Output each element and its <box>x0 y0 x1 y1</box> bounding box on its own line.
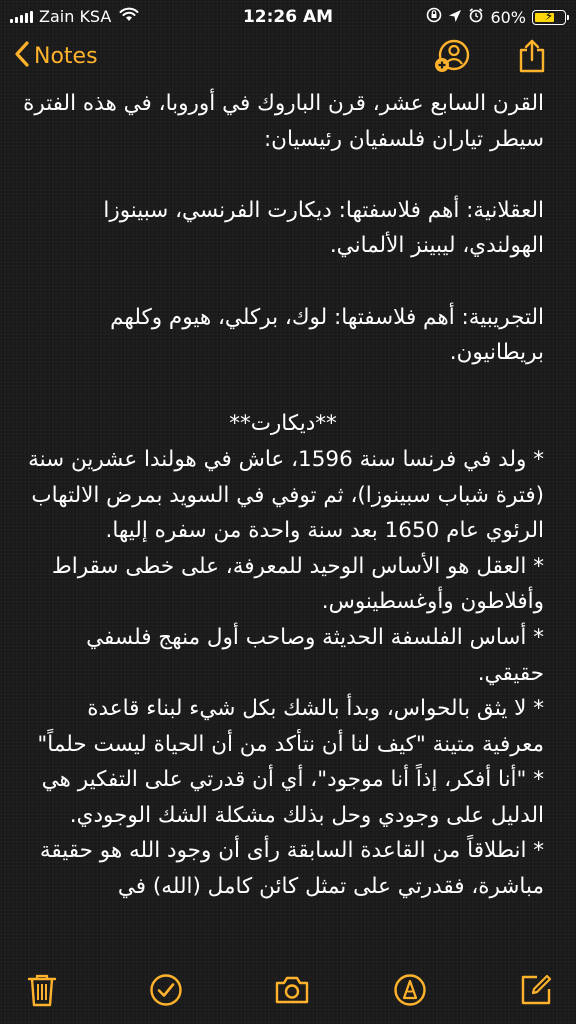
add-person-button[interactable] <box>432 38 472 78</box>
note-paragraph: * انطلاقاً من القاعدة السابقة رأى أن وجود الله هو حقيقة مباشرة، فقدرتي على تمثل كائن كامل (الله) في <box>32 838 544 900</box>
note-paragraph: * لا يثق بالحواس، وبدأ بالشك بكل شيء لبناء قاعدة معرفية متينة "كيف لنا أن نتأكد من أن الحياة ليست حلماً" <box>37 696 544 757</box>
status-right <box>426 7 566 27</box>
chevron-left-icon <box>14 40 30 72</box>
battery-charging-icon: ⚡ <box>532 10 566 25</box>
nav-actions <box>432 38 552 78</box>
back-button-label: Notes <box>34 43 98 69</box>
note-text-area[interactable] <box>16 86 544 960</box>
status-bar <box>0 0 576 36</box>
checklist-icon <box>149 973 183 1011</box>
carrier-name: Zain KSA <box>39 7 112 26</box>
checklist-button[interactable] <box>144 970 188 1014</box>
compose-button[interactable] <box>514 970 558 1014</box>
share-icon <box>517 38 547 78</box>
navigation-bar <box>0 36 576 86</box>
note-paragraph: * ولد في فرنسا سنة 1596، عاش في هولندا عشرين سنة (فترة شباب سبينوزا)، ثم توفي في السويد بمرض الالتهاب الرئوي عام 1650 بعد سنة واحدة من سفره إليها. <box>21 446 544 544</box>
back-button[interactable] <box>14 40 98 72</box>
add-person-icon <box>432 36 472 80</box>
clock: 12:26 AM <box>242 7 334 27</box>
note-paragraph: التجريبية: أهم فلاسفتها: لوك، بركلي، هيوم وكلهم بريطانيون. <box>103 304 544 366</box>
note-paragraph: القرن السابع عشر، قرن الباروك في أوروبا، في هذه الفترة سيطر تياران فلسفيان رئيسيان: <box>16 91 544 152</box>
battery-percent: 60% <box>490 7 526 27</box>
blank-line <box>22 371 544 407</box>
note-paragraph: * "أنا أفكر، إذاً أنا موجود"، أي أن قدرتي على التفكير هي الدليل على وجودي وحل بذلك مشكلة الشك الوجودي. <box>34 767 544 828</box>
location-icon <box>448 8 462 27</box>
markup-button[interactable] <box>388 970 432 1014</box>
delete-button[interactable] <box>20 970 64 1014</box>
blank-line <box>22 264 544 300</box>
note-paragraph: * العقل هو الأساس الوحيد للمعرفة، على خطى سقراط وأفلاطون وأوغسطينوس. <box>45 553 544 615</box>
trash-icon <box>27 973 57 1011</box>
bottom-toolbar <box>0 960 576 1024</box>
note-paragraph: * أساس الفلسفة الحديثة وصاحب أول منهج فلسفي حقيقي. <box>79 624 544 686</box>
camera-button[interactable] <box>270 970 314 1014</box>
note-paragraph: العقلانية: أهم فلاسفتها: ديكارت الفرنسي، سبينوزا الهولندي، ليبينز الألماني. <box>96 197 544 259</box>
alarm-icon <box>468 7 484 27</box>
blank-line <box>22 157 544 193</box>
share-button[interactable] <box>512 38 552 78</box>
markup-icon <box>393 973 427 1011</box>
orientation-lock-icon <box>426 7 442 27</box>
compose-icon <box>519 973 553 1011</box>
note-paragraph: **ديكارت** <box>229 411 337 437</box>
camera-icon <box>274 975 310 1009</box>
